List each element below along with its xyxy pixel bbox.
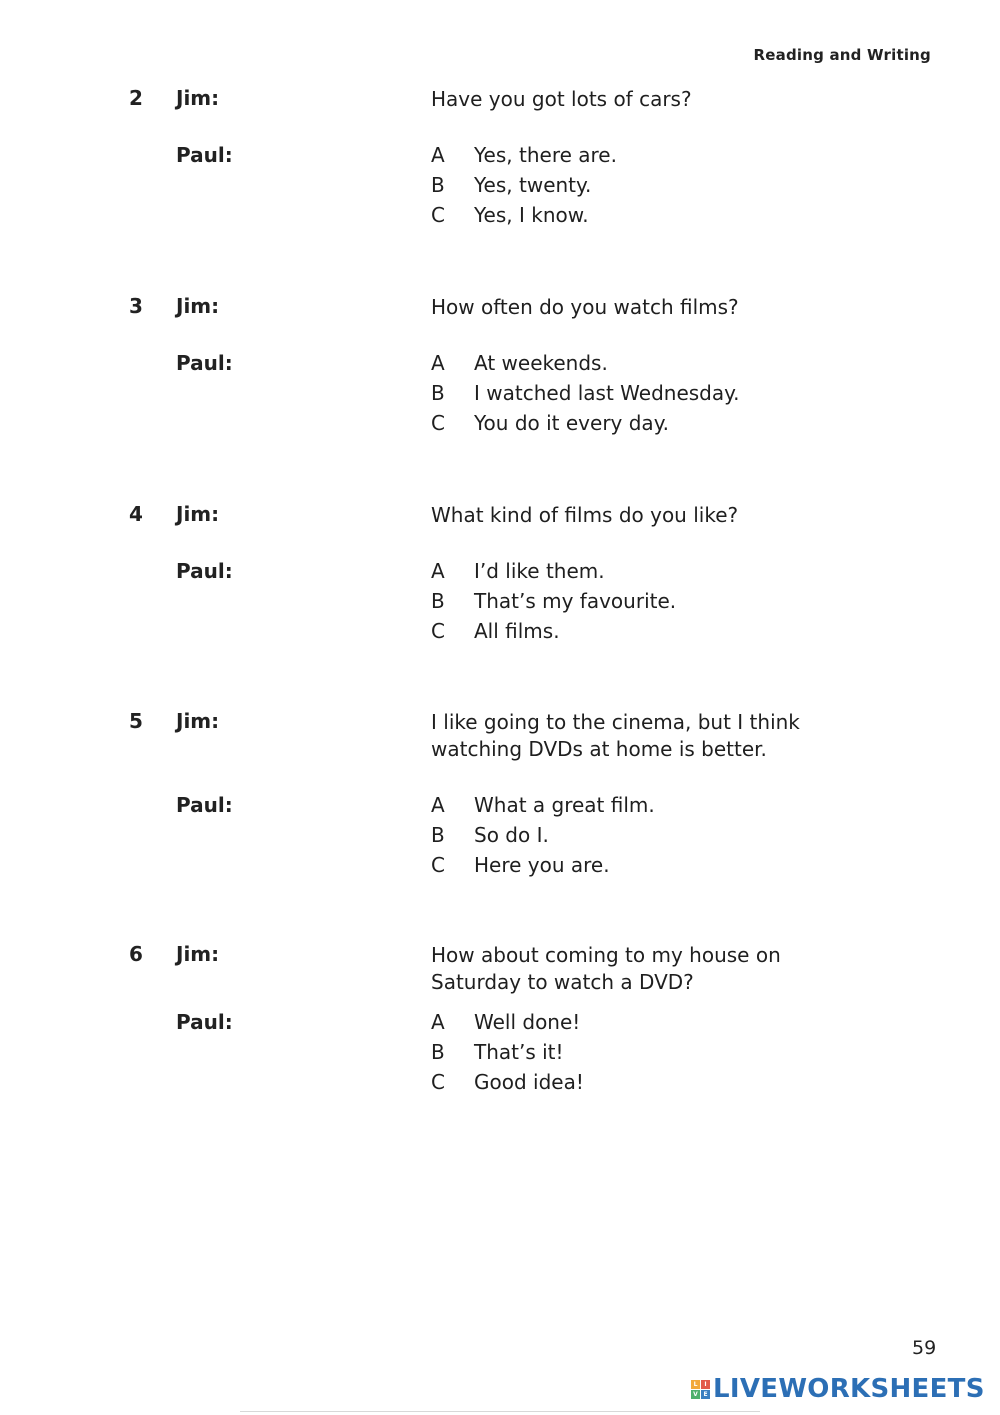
responder-label: Paul: — [176, 559, 233, 583]
answer-options — [431, 790, 851, 880]
option-a[interactable] — [431, 140, 851, 170]
question-number: 6 — [129, 942, 143, 966]
option-text: What a great film. — [474, 793, 655, 817]
logo-tile: V — [691, 1390, 700, 1399]
question-number: 2 — [129, 86, 143, 110]
option-text: Yes, twenty. — [474, 173, 592, 197]
option-c[interactable] — [431, 408, 851, 438]
asker-label: Jim: — [176, 502, 220, 526]
option-b[interactable] — [431, 170, 851, 200]
option-a[interactable] — [431, 1007, 851, 1037]
answer-options — [431, 348, 851, 438]
option-text: All films. — [474, 619, 560, 643]
option-text: You do it every day. — [474, 411, 670, 435]
logo-tile: L — [691, 1380, 700, 1389]
responder-label: Paul: — [176, 793, 233, 817]
option-letter: A — [431, 1010, 445, 1034]
option-letter: B — [431, 173, 445, 197]
asker-label: Jim: — [176, 294, 220, 318]
responder-label: Paul: — [176, 1010, 233, 1034]
option-text: That’s my favourite. — [474, 589, 677, 613]
option-b[interactable] — [431, 586, 851, 616]
option-a[interactable] — [431, 348, 851, 378]
question-prompt: I like going to the cinema, but I think watching DVDs at home is better. — [431, 710, 800, 761]
option-text: That’s it! — [474, 1040, 564, 1064]
option-text: Yes, I know. — [474, 203, 589, 227]
question-number: 3 — [129, 294, 143, 318]
option-text: Yes, there are. — [474, 143, 617, 167]
responder-label: Paul: — [176, 351, 233, 375]
option-letter: B — [431, 1040, 445, 1064]
option-text: Good idea! — [474, 1070, 584, 1094]
answer-options — [431, 140, 851, 230]
liveworksheets-brand[interactable] — [691, 1374, 985, 1404]
option-letter: B — [431, 589, 445, 613]
option-text: At weekends. — [474, 351, 608, 375]
asker-label: Jim: — [176, 86, 220, 110]
option-b[interactable] — [431, 1037, 851, 1067]
question-number: 4 — [129, 502, 143, 526]
page-number: 59 — [912, 1337, 937, 1359]
question-prompt: How often do you watch films? — [431, 295, 739, 319]
option-letter: A — [431, 793, 445, 817]
question-prompt: What kind of films do you like? — [431, 503, 739, 527]
option-c[interactable] — [431, 1067, 851, 1097]
option-b[interactable] — [431, 820, 851, 850]
question-prompt: How about coming to my house on Saturday to watch a DVD? — [431, 943, 781, 994]
option-letter: A — [431, 559, 445, 583]
option-b[interactable] — [431, 378, 851, 408]
option-letter: C — [431, 411, 445, 435]
option-text: I’d like them. — [474, 559, 605, 583]
logo-tile: I — [701, 1380, 710, 1389]
answer-options — [431, 556, 851, 646]
option-letter: B — [431, 381, 445, 405]
option-text: I watched last Wednesday. — [474, 381, 740, 405]
option-a[interactable] — [431, 790, 851, 820]
option-text: Well done! — [474, 1010, 581, 1034]
asker-label: Jim: — [176, 709, 220, 733]
brand-name: LIVEWORKSHEETS — [713, 1374, 985, 1404]
section-header: Reading and Writing — [753, 46, 931, 64]
question-number: 5 — [129, 709, 143, 733]
option-letter: C — [431, 203, 445, 227]
option-letter: C — [431, 853, 445, 877]
option-letter: C — [431, 1070, 445, 1094]
option-text: Here you are. — [474, 853, 610, 877]
asker-label: Jim: — [176, 942, 220, 966]
option-text: So do I. — [474, 823, 549, 847]
bottom-divider — [240, 1411, 760, 1412]
option-c[interactable] — [431, 200, 851, 230]
responder-label: Paul: — [176, 143, 233, 167]
option-c[interactable] — [431, 616, 851, 646]
liveworksheets-logo-icon — [691, 1380, 710, 1399]
option-letter: A — [431, 351, 445, 375]
option-letter: A — [431, 143, 445, 167]
option-letter: C — [431, 619, 445, 643]
answer-options — [431, 1007, 851, 1097]
logo-tile: E — [701, 1390, 710, 1399]
question-prompt: Have you got lots of cars? — [431, 87, 692, 111]
option-a[interactable] — [431, 556, 851, 586]
option-c[interactable] — [431, 850, 851, 880]
option-letter: B — [431, 823, 445, 847]
